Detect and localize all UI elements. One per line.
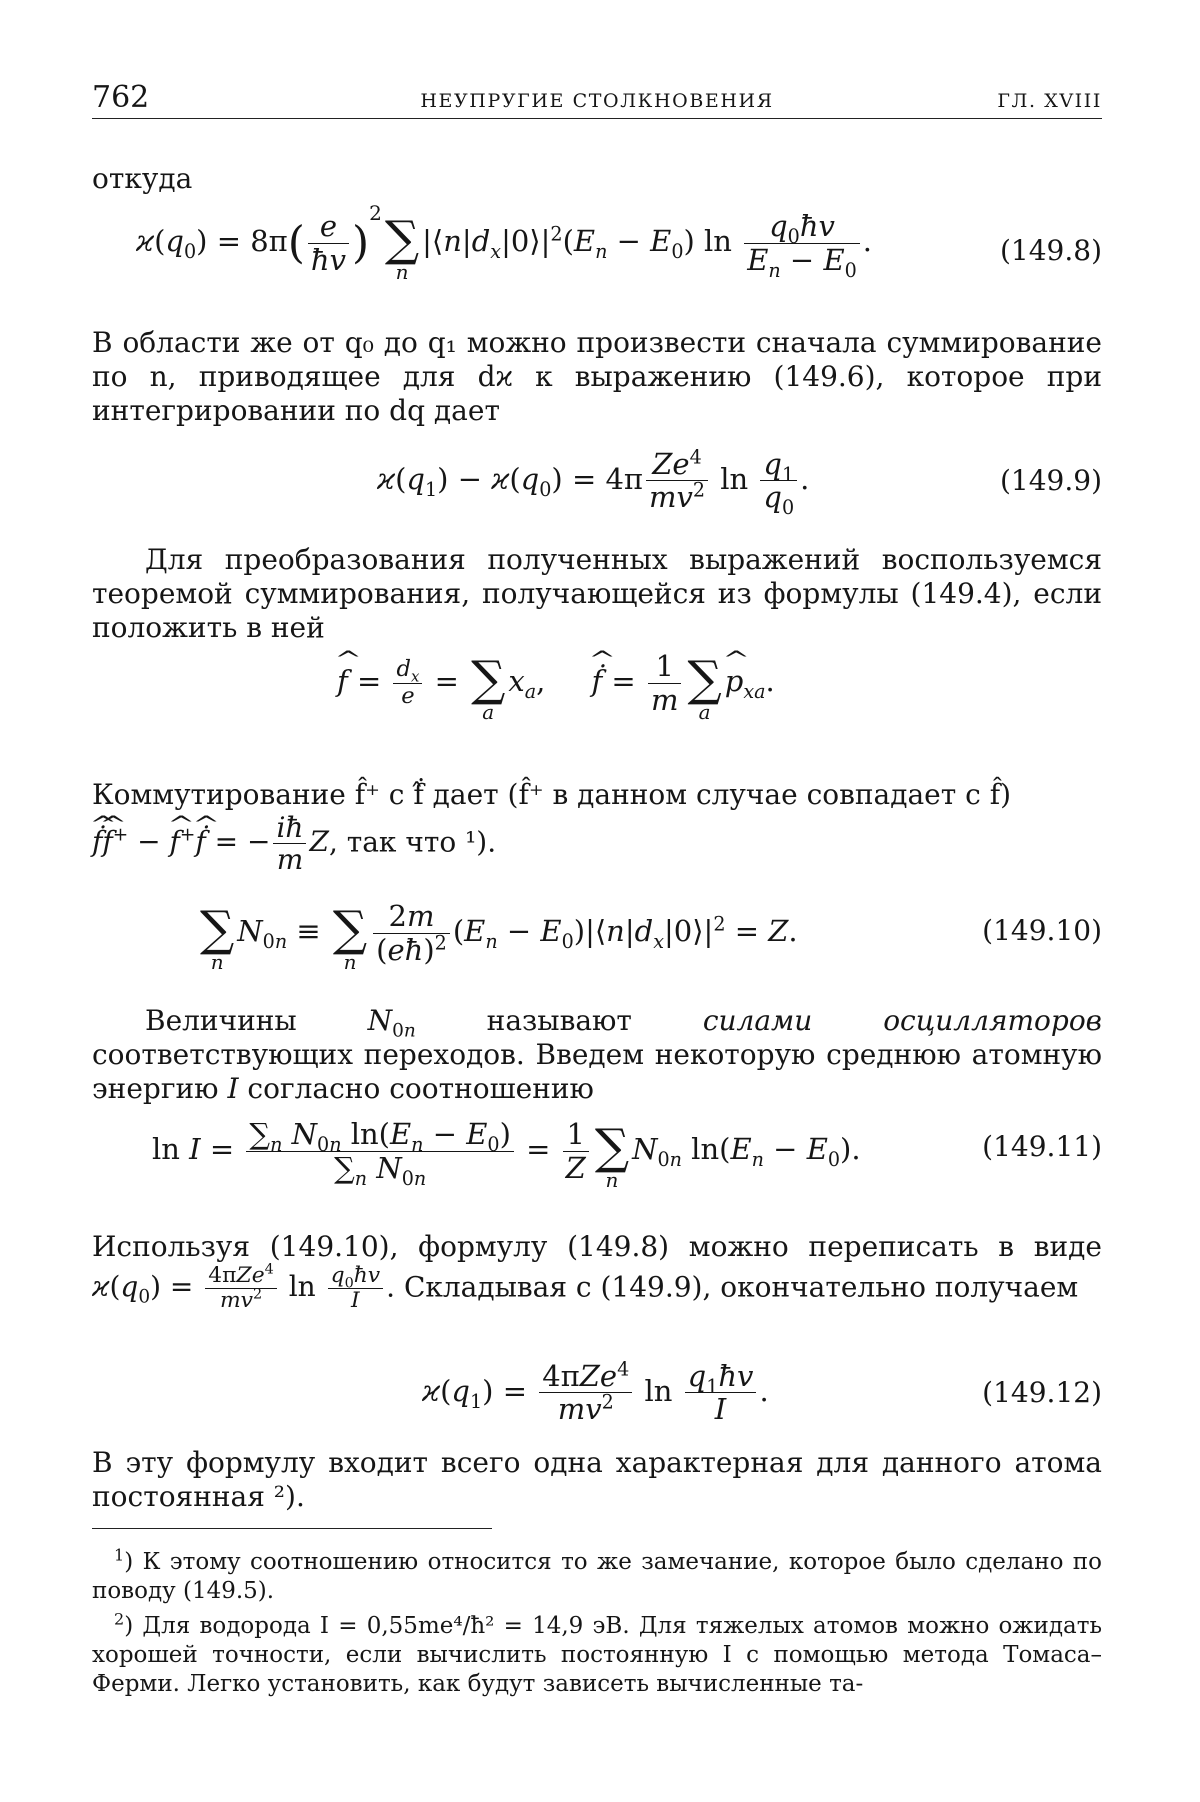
paragraph-rewrite xyxy=(92,1230,1102,1314)
footnote-2-text: Для водорода I = 0,55me⁴/ħ² = 14,9 эВ. Для тяжелых атомов можно ожидать хорошей точности, если вычислить постоянную I с помощью метода Томаса–Ферми. Легко установить, как будут зависеть вычисленные та- xyxy=(92,1613,1102,1697)
equation-149-11-body: ln I = $\frac{\sum_n N_{0n} \ln(E_n - E_0)}{\sum_n N_{0n}}$ = $\frac{1}{Z}$ ∑ n $N_{0n}$ $\ln(E_n - E_0)$. xyxy=(152,1117,861,1192)
paragraph-summation-theorem: Для преобразования полученных выражений воспользуемся теоремой суммирования, получающейся из формулы (149.4), если положить в ней xyxy=(92,543,1102,644)
running-header xyxy=(92,78,1102,119)
equation-149-12-body: $ϰ(q_1)$ = $\frac{4\pi Ze^4}{mv^2}$ ln $\frac{q_1ħv}{I}$ . xyxy=(422,1357,769,1427)
page-number: 762 xyxy=(92,80,150,115)
paragraph-constant: В эту формулу входит всего одна характерная для данного атома постоянная ²). xyxy=(92,1446,1102,1513)
commutation-text: Коммутирование f̂⁺ с ḟ̂ дает (f̂⁺ в данном случае совпадает с f̂) xyxy=(92,778,1011,811)
footnote-1-text: К этому соотношению относится то же замечание, которое было сделано по поводу (149.5). xyxy=(92,1549,1102,1604)
equation-149-10 xyxy=(92,900,1102,980)
paragraph-oscillator-strengths: Величины $N_{0n}$ называют силами осцилляторов соответствующих переходов. Введем некоторую среднюю атомную энергию I согласно соотношению xyxy=(92,1004,1102,1105)
paragraph-summation-region: В области же от q₀ до q₁ можно произвести сначала суммирование по n, приводящее для dϰ к выражению (149.6), которое при интегрировании по dq дает xyxy=(92,326,1102,427)
equation-number: (149.9) xyxy=(999,464,1102,497)
paragraph-otkuda: откуда xyxy=(92,162,193,195)
inline-formula-kappa-q0: $ϰ(q_0)$ = $\frac{4\pi Ze^4}{mv^2}$ ln $\frac{q_0ħv}{I}$ xyxy=(92,1270,386,1303)
equation-number: (149.11) xyxy=(982,1130,1102,1163)
equation-number: (149.12) xyxy=(982,1376,1102,1409)
footnote-2: $^2$) Для водорода I = 0,55me⁴/ħ² = 14,9 эВ. Для тяжелых атомов можно ожидать хорошей точности, если вычислить постоянную I с помощью метода Томаса–Ферми. Легко установить, как будут зависеть вычисленные та- xyxy=(92,1609,1102,1697)
chapter-label: ГЛ. XVIII xyxy=(997,90,1102,112)
equation-number: (149.10) xyxy=(982,914,1102,947)
equation-f-definitions-body: ^ f = $\frac{d_x}{e}$ = ∑ a $x_a$, ^ ḟ = $\frac{1}{m}$ ∑ a ^ $p_{xa}$. xyxy=(337,650,775,716)
equation-149-11 xyxy=(92,1118,1102,1198)
equation-149-8 xyxy=(92,201,1102,290)
footnote-1: $^1$) К этому соотношению относится то же замечание, которое было сделано по поводу (149.5). xyxy=(92,1545,1102,1604)
equation-149-10-body: ∑ n $N_{0n}$ ≡ ∑ n $\frac{2m}{(eħ)^2}$ ($E_n$ − $E_0)|⟨n|d_x|0⟩|^2 = Z$. xyxy=(200,899,798,974)
footnote-rule xyxy=(92,1528,492,1529)
commutation-tail: , так что ¹). xyxy=(328,825,497,859)
running-title: НЕУПРУГИЕ СТОЛКНОВЕНИЯ xyxy=(420,90,774,112)
commutation-relation: ^ ḟ^ f+ − ^ f+^ ḟ = − $\frac{iħ}{m}$ Z xyxy=(92,825,329,858)
equation-f-definitions xyxy=(92,650,1102,730)
rewrite-text: Используя (149.10), формулу (149.8) можно переписать в виде xyxy=(92,1230,1102,1263)
paragraph-commutation xyxy=(92,778,1102,876)
equation-number: (149.8) xyxy=(999,234,1102,267)
equation-149-9-body: $ϰ(q_1) - ϰ(q_0) = 4\pi$ $\frac{Ze^4}{mv^2}$ ln $\frac{q_1}{q_0}$ . xyxy=(377,445,810,520)
rewrite-tail: . Складывая с (149.9), окончательно получаем xyxy=(386,1270,1079,1304)
equation-149-8-body: $ϰ(q_0) = 8\pi$( $\frac{e}{ħv}$ )$^2$ ∑ n $|⟨n|d_x|0⟩|^2(E_n - E_0)$ ln $\frac{q_0ħv}{E_n - E_0}$ . xyxy=(136,201,872,284)
equation-149-9 xyxy=(92,445,1102,528)
equation-149-12 xyxy=(92,1357,1102,1440)
